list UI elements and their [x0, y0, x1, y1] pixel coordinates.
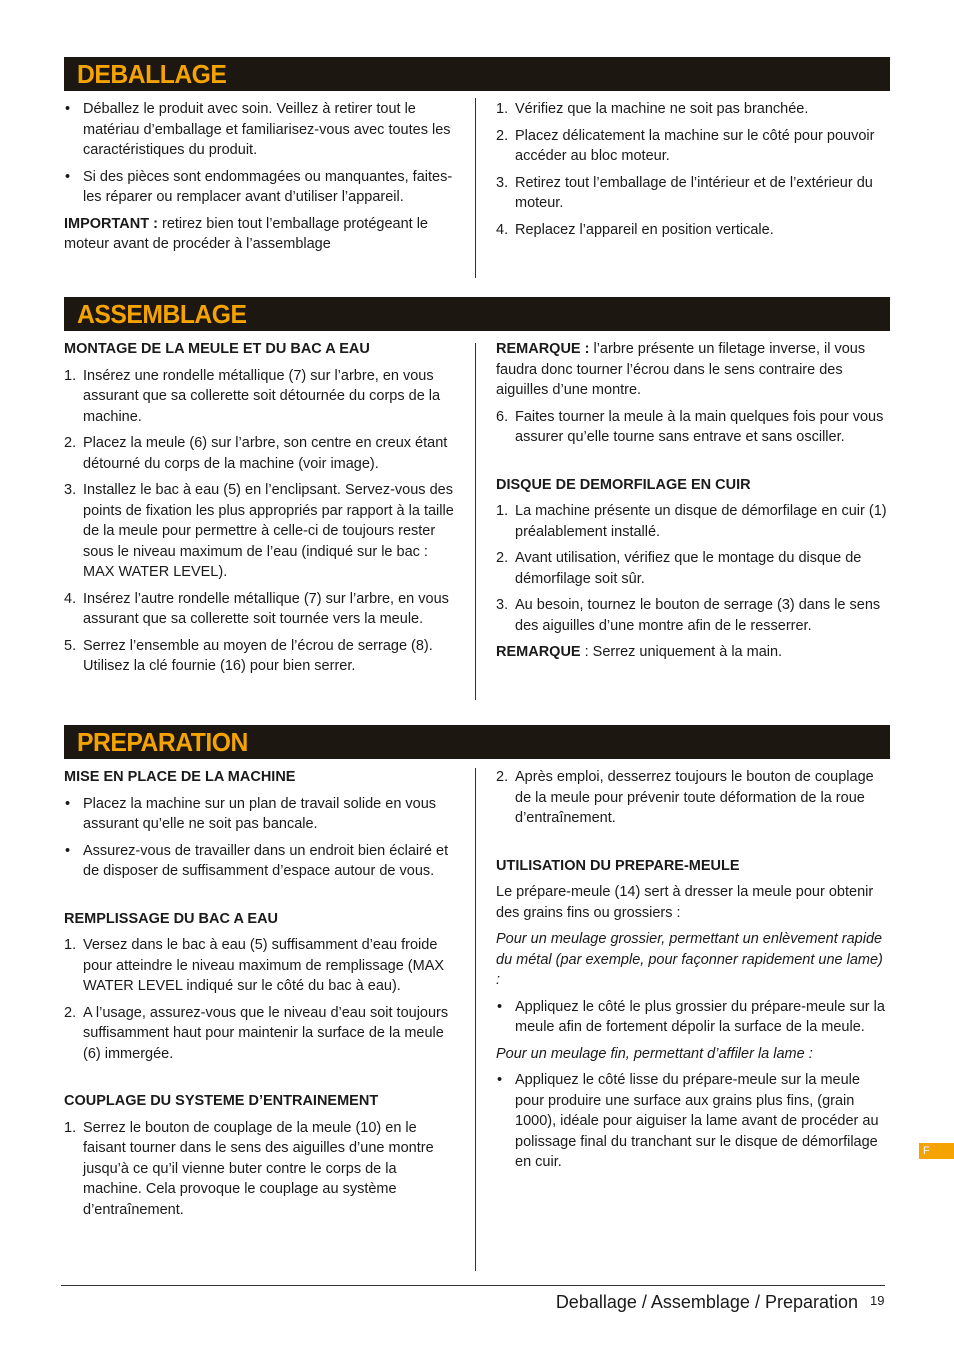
section-header-assemblage	[64, 297, 890, 331]
column-divider	[475, 98, 476, 278]
step-text: Installez le bac à eau (5) en l’enclipsant. Servez-vous des points de fixation les plus appropriés par rapport à la taille de la meule pour permettre à celle-ci de toujours rester sous le niveau maximum de l’eau (indiqué sur le bac : MAX WATER LEVEL).	[83, 482, 454, 580]
deballage-right-column	[496, 99, 888, 246]
step-text: Serrez le bouton de couplage de la meule (10) en le faisant tourner dans le sens des aiguilles d’une montre jusqu’à ce qu’il vienne buter contre le corps de la machine. Cela provoque le couplage au système d’entraînement.	[83, 1119, 434, 1218]
step-number: 4.	[64, 590, 77, 607]
list-item: • Appliquez le côté lisse du prépare-meule sur la meule pour produire une surface aux grains plus fins, (grain 1000), idéale pour aiguiser la lame avant de procéder au polissage final du tranchant sur le disque de démorfilage en cuir.	[496, 1070, 888, 1173]
subheading: MISE EN PLACE DE LA MACHINE	[64, 769, 296, 785]
deballage-left-column	[64, 99, 456, 261]
numbered-list	[496, 407, 888, 448]
list-item	[64, 1118, 456, 1221]
remarque-note	[496, 339, 888, 401]
important-note	[64, 214, 456, 255]
list-item	[64, 636, 456, 677]
footer-section-names: Deballage / Assemblage / Preparation	[555, 1292, 858, 1312]
important-text: retirez bien tout l’emballage protégeant le moteur avant de procéder à l’assemblage	[64, 215, 428, 252]
step-text: Insérez l’autre rondelle métallique (7) sur l’arbre, en vous assurant que sa collerette soit tournée vers la meule.	[83, 590, 449, 627]
list-item: • Appliquez le côté le plus grossier du prépare-meule sur la meule afin de fortement dépolir la surface de la meule.	[496, 997, 888, 1038]
subheading: REMPLISSAGE DU BAC A EAU	[64, 910, 279, 927]
remarque-text: l’arbre présente un filetage inverse, il vous faudra donc tourner l’écrou dans le sens contraire des aiguilles d’une montre.	[496, 341, 866, 398]
list-item	[64, 935, 456, 997]
step-number: 1.	[496, 101, 509, 117]
important-label: IMPORTANT :	[64, 215, 158, 232]
remarque-note	[496, 642, 888, 663]
numbered-list	[64, 935, 456, 1064]
page-number: 19	[870, 1293, 885, 1308]
subheading: UTILISATION DU PREPARE-MEULE	[496, 857, 740, 874]
intro-text: Le prépare-meule (14) sert à dresser la meule pour obtenir des grains fins ou grossiers :	[496, 884, 874, 921]
section-title: DEBALLAGE	[77, 59, 227, 89]
list-item	[496, 595, 888, 636]
list-item	[496, 407, 888, 448]
step-text: Serrez l’ensemble au moyen de l’écrou de serrage (8). Utilisez la clé fournie (16) pour bien serrer.	[83, 637, 433, 674]
section-title: ASSEMBLAGE	[77, 299, 247, 329]
section-title: PREPARATION	[77, 727, 248, 757]
preparation-right-column	[496, 767, 888, 1179]
preparation-left-column	[64, 767, 456, 1226]
list-item	[496, 126, 888, 167]
list-item	[496, 99, 888, 120]
numbered-list	[496, 99, 888, 240]
remarque-label: REMARQUE	[496, 644, 581, 660]
list-item	[496, 173, 888, 214]
step-text: Placez délicatement la machine sur le côté pour pouvoir accéder au bloc moteur.	[515, 127, 875, 164]
numbered-list	[496, 501, 888, 636]
step-number: 3.	[64, 482, 77, 498]
list-item	[496, 220, 888, 241]
step-number: 2.	[496, 127, 509, 144]
step-number: 2.	[64, 1004, 77, 1021]
numbered-list	[496, 767, 888, 829]
step-number: 4.	[496, 221, 509, 238]
step-text: La machine présente un disque de démorfilage en cuir (1) préalablement installé.	[515, 503, 887, 540]
fine-italic-text: Pour un meulage fin, permettant d’affiler la lame :	[496, 1045, 813, 1062]
list-item	[496, 548, 888, 589]
assemblage-right-column	[496, 339, 888, 669]
numbered-list	[64, 366, 456, 677]
remarque-text: : Serrez uniquement à la main.	[580, 644, 783, 660]
step-number: 1.	[496, 503, 509, 519]
bullet-list	[64, 794, 456, 882]
list-item	[64, 1003, 456, 1065]
step-number: 2.	[64, 435, 77, 451]
step-text: Placez la meule (6) sur l’arbre, son centre en creux étant détourné du corps de la machine (voir image).	[83, 435, 448, 472]
bullet-list	[496, 997, 888, 1038]
step-text: Faites tourner la meule à la main quelques fois pour vous assurer qu’elle tourne sans entrave et sans osciller.	[515, 408, 884, 445]
step-text: Au besoin, tournez le bouton de serrage (3) dans le sens des aiguilles d’une montre afin de le resserrer.	[515, 597, 881, 634]
language-tab: F	[919, 1143, 954, 1159]
step-text: Vérifiez que la machine ne soit pas branchée.	[515, 101, 809, 117]
step-text: Versez dans le bac à eau (5) suffisamment d’eau froide pour atteindre le niveau maximum de remplissage (MAX WATER LEVEL indiqué sur le côté du bac à eau).	[83, 937, 445, 994]
bullet-list	[64, 99, 456, 208]
list-item	[496, 767, 888, 829]
step-text: Retirez tout l’emballage de l’intérieur et de l’extérieur du moteur.	[515, 174, 873, 211]
list-item: • Assurez-vous de travailler dans un endroit bien éclairé et de disposer de suffisamment d’espace autour de vous.	[64, 841, 456, 882]
step-number: 2.	[496, 769, 509, 785]
step-text: Avant utilisation, vérifiez que le montage du disque de démorfilage soit sûr.	[515, 550, 862, 587]
step-number: 3.	[496, 597, 509, 613]
step-text: A l’usage, assurez-vous que le niveau d’eau soit toujours suffisamment haut pour maintenir la surface de la meule (6) immergée.	[83, 1004, 449, 1062]
subheading: DISQUE DE DEMORFILAGE EN CUIR	[496, 476, 751, 493]
step-number: 2.	[496, 550, 509, 566]
list-item	[64, 480, 456, 583]
subheading: COUPLAGE DU SYSTEME D’ENTRAINEMENT	[64, 1093, 379, 1109]
step-number: 1.	[64, 937, 77, 953]
step-text: Replacez l’appareil en position verticale.	[515, 221, 774, 238]
section-header-preparation	[64, 725, 890, 759]
column-divider	[475, 768, 476, 1271]
step-number: 5.	[64, 637, 77, 654]
coarse-italic-text: Pour un meulage grossier, permettant un enlèvement rapide du métal (par exemple, pour façonner rapidement une lame) :	[496, 931, 883, 988]
list-item: • Si des pièces sont endommagées ou manquantes, faites-les réparer ou remplacer avant d’utiliser l’appareil.	[64, 167, 456, 208]
subheading: MONTAGE DE LA MEULE ET DU BAC A EAU	[64, 341, 370, 357]
list-item: • Placez la machine sur un plan de travail solide en vous assurant qu’elle ne soit pas bancale.	[64, 794, 456, 835]
step-number: 6.	[496, 408, 509, 425]
step-number: 3.	[496, 174, 509, 191]
step-number: 1.	[64, 367, 77, 384]
assemblage-left-column	[64, 339, 456, 683]
list-item: • Déballez le produit avec soin. Veillez à retirer tout le matériau d’emballage et familiarisez-vous avec toutes les caractéristiques du produit.	[64, 99, 456, 161]
column-divider	[475, 343, 476, 700]
list-item	[496, 501, 888, 542]
remarque-label: REMARQUE :	[496, 341, 590, 357]
step-text: Insérez une rondelle métallique (7) sur l’arbre, en vous assurant que sa collerette soit détournée du corps de la machine.	[83, 367, 441, 425]
list-item	[64, 589, 456, 630]
numbered-list	[64, 1118, 456, 1221]
bullet-list	[496, 1070, 888, 1173]
section-header-deballage	[64, 57, 890, 91]
step-number: 1.	[64, 1119, 77, 1136]
list-item	[64, 366, 456, 428]
step-text: Après emploi, desserrez toujours le bouton de couplage de la meule pour prévenir toute déformation de la roue d’entraînement.	[515, 769, 874, 826]
footer-rule	[61, 1285, 885, 1286]
list-item	[64, 433, 456, 474]
